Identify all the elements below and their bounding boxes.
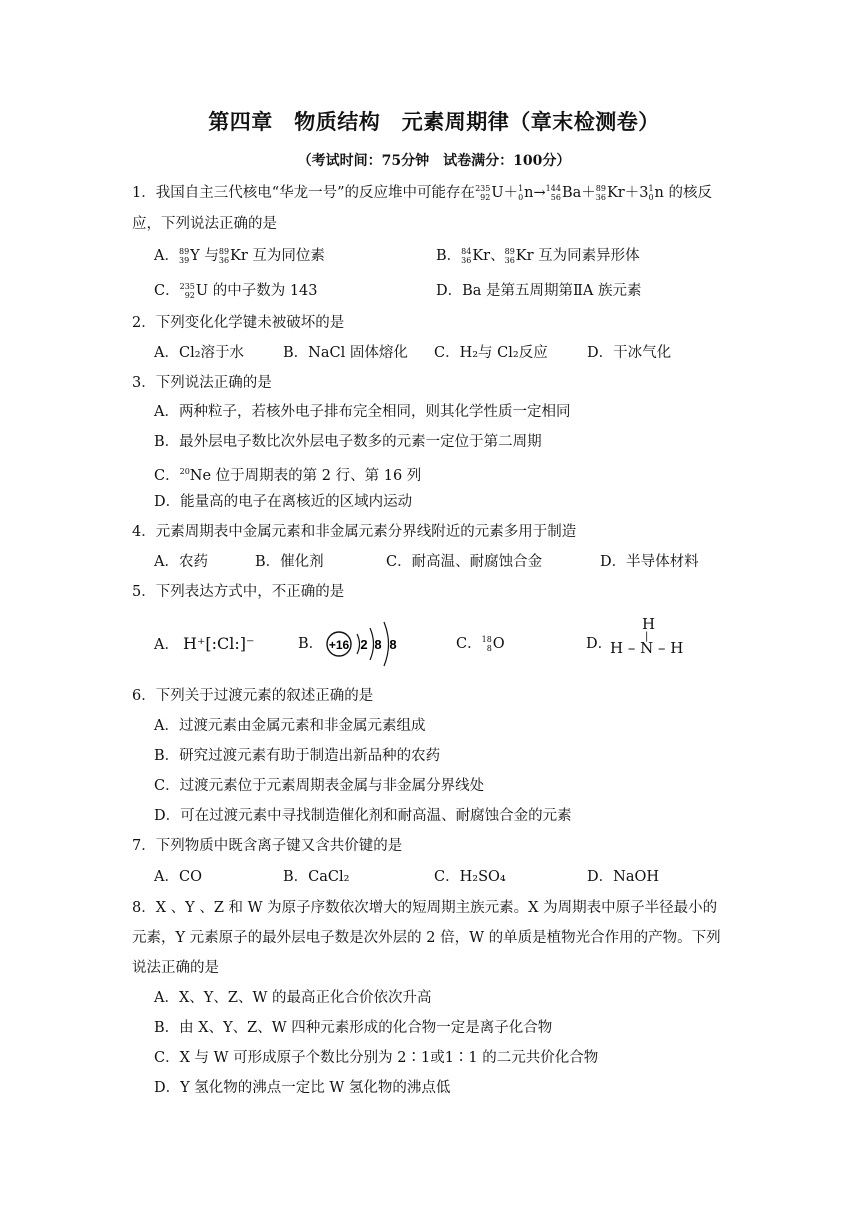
ba-nuclide: 144 56 xyxy=(545,184,561,202)
q1-option-d[interactable]: D．Ba 是第五周期第ⅡA 族元素 xyxy=(436,283,642,299)
structural-formula: H | H – N – H xyxy=(610,615,684,657)
q7-option-d[interactable]: D．NaOH xyxy=(587,869,659,885)
u-nuclide: 235 92 xyxy=(475,184,491,202)
kr-nuclide: 89 36 xyxy=(595,184,606,202)
q7-option-a[interactable]: A．CO xyxy=(154,869,202,885)
q5-option-b-label[interactable]: B． xyxy=(298,636,324,652)
question-5-stem: 5．下列表达方式中，不正确的是 xyxy=(132,584,345,600)
q1-option-b[interactable]: B． 84 36 Kr、 89 36 Kr 互为同素异形体 xyxy=(436,247,640,265)
question-8-stem-1: 8．X 、Y 、Z 和 W 为原子序数依次增大的短周期主族元素。X 为周期表中原子半径最小的 xyxy=(132,900,718,916)
question-1-stem-cont: 应，下列说法正确的是 xyxy=(132,216,277,232)
q5-option-c[interactable]: C． 18 8 O xyxy=(456,635,505,653)
shell-2-count: 8 xyxy=(374,637,382,652)
q4-option-d[interactable]: D．半导体材料 xyxy=(600,554,699,570)
q8-option-b[interactable]: B．由 X、Y、Z、W 四种元素形成的化合物一定是离子化合物 xyxy=(154,1020,553,1036)
q6-option-d[interactable]: D．可在过渡元素中寻找制造催化剂和耐高温、耐腐蚀合金的元素 xyxy=(154,808,572,824)
q2-option-b[interactable]: B．NaCl 固体熔化 xyxy=(283,345,408,361)
q6-option-c[interactable]: C．过渡元素位于元素周期表金属与非金属分界线处 xyxy=(154,778,485,794)
q8-option-d[interactable]: D．Y 氢化物的沸点一定比 W 氢化物的沸点低 xyxy=(154,1080,451,1096)
question-6-stem: 6．下列关于过渡元素的叙述正确的是 xyxy=(132,688,374,704)
q6-option-a[interactable]: A．过渡元素由金属元素和非金属元素组成 xyxy=(154,718,426,734)
electron-formula: H⁺[:Cl:]⁻ xyxy=(182,634,255,653)
shell-3-count: 8 xyxy=(389,637,397,652)
q3-option-a[interactable]: A．两种粒子，若核外电子排布完全相同，则其化学性质一定相同 xyxy=(154,404,571,420)
q4-option-c[interactable]: C．耐高温、耐腐蚀合金 xyxy=(386,554,543,570)
q8-option-c[interactable]: C．X 与 W 可形成原子个数比分别为 2∶1或1∶1 的二元共价化合物 xyxy=(154,1050,599,1066)
question-1-stem: 1．我国自主三代核电“华龙一号”的反应堆中可能存在 235 92 U＋ 1 0 n→ 144 56 Ba＋ 89 36 Kr＋3 1 0 n 的核反 xyxy=(132,184,712,202)
exam-info: （考试时间：75分钟 试卷满分：100分） xyxy=(297,153,571,169)
q7-option-c[interactable]: C．H₂SO₄ xyxy=(434,869,506,885)
q1-text: 1．我国自主三代核电“华龙一号”的反应堆中可能存在 xyxy=(132,185,476,201)
question-4-stem: 4．元素周期表中金属元素和非金属元素分界线附近的元素多用于制造 xyxy=(132,524,577,540)
q1-option-c[interactable]: C． 235 92 U 的中子数为 143 xyxy=(154,282,318,300)
page-title: 第四章 物质结构 元素周期律（章末检测卷） xyxy=(208,110,660,134)
q5-option-d-label[interactable]: D． xyxy=(586,636,613,652)
q5-option-a[interactable]: A． H⁺[:Cl:]⁻ xyxy=(154,634,255,653)
q3-option-b[interactable]: B．最外层电子数比次外层电子数多的元素一定位于第二周期 xyxy=(154,434,542,450)
q2-option-d[interactable]: D．干冰气化 xyxy=(587,345,672,361)
q6-option-b[interactable]: B．研究过渡元素有助于制造出新品种的农药 xyxy=(154,748,441,764)
q3-option-d[interactable]: D．能量高的电子在离核近的区域内运动 xyxy=(154,494,413,510)
shell-1-count: 2 xyxy=(360,637,368,652)
question-2-stem: 2．下列变化化学键未被破坏的是 xyxy=(132,315,345,331)
q3-option-c[interactable]: C．$^{20}$Ne 位于周期表的第 2 行、第 16 列 xyxy=(154,467,422,484)
q7-option-b[interactable]: B．CaCl₂ xyxy=(283,869,350,885)
q2-option-a[interactable]: A．Cl₂溶于水 xyxy=(154,345,245,361)
question-7-stem: 7．下列物质中既含离子键又含共价键的是 xyxy=(132,838,403,854)
q2-option-c[interactable]: C．H₂与 Cl₂反应 xyxy=(434,345,548,361)
n-nuclide: 1 0 xyxy=(518,184,524,202)
atom-structure-diagram xyxy=(322,612,412,668)
q4-option-a[interactable]: A．农药 xyxy=(154,554,208,570)
q1-option-a[interactable]: A． 89 39 Y 与 89 36 Kr 互为同位素 xyxy=(154,247,325,265)
question-3-stem: 3．下列说法正确的是 xyxy=(132,375,272,391)
n-nuclide-2: 1 0 xyxy=(648,184,654,202)
q4-option-b[interactable]: B．催化剂 xyxy=(255,554,324,570)
nucleus-charge: +16 xyxy=(328,638,350,652)
q8-option-a[interactable]: A．X、Y、Z、W 的最高正化合价依次升高 xyxy=(154,990,432,1006)
question-8-stem-2: 元素，Y 元素原子的最外层电子数是次外层的 2 倍，W 的单质是植物光合作用的产物。下列 xyxy=(132,930,721,946)
question-8-stem-3: 说法正确的是 xyxy=(132,960,219,976)
